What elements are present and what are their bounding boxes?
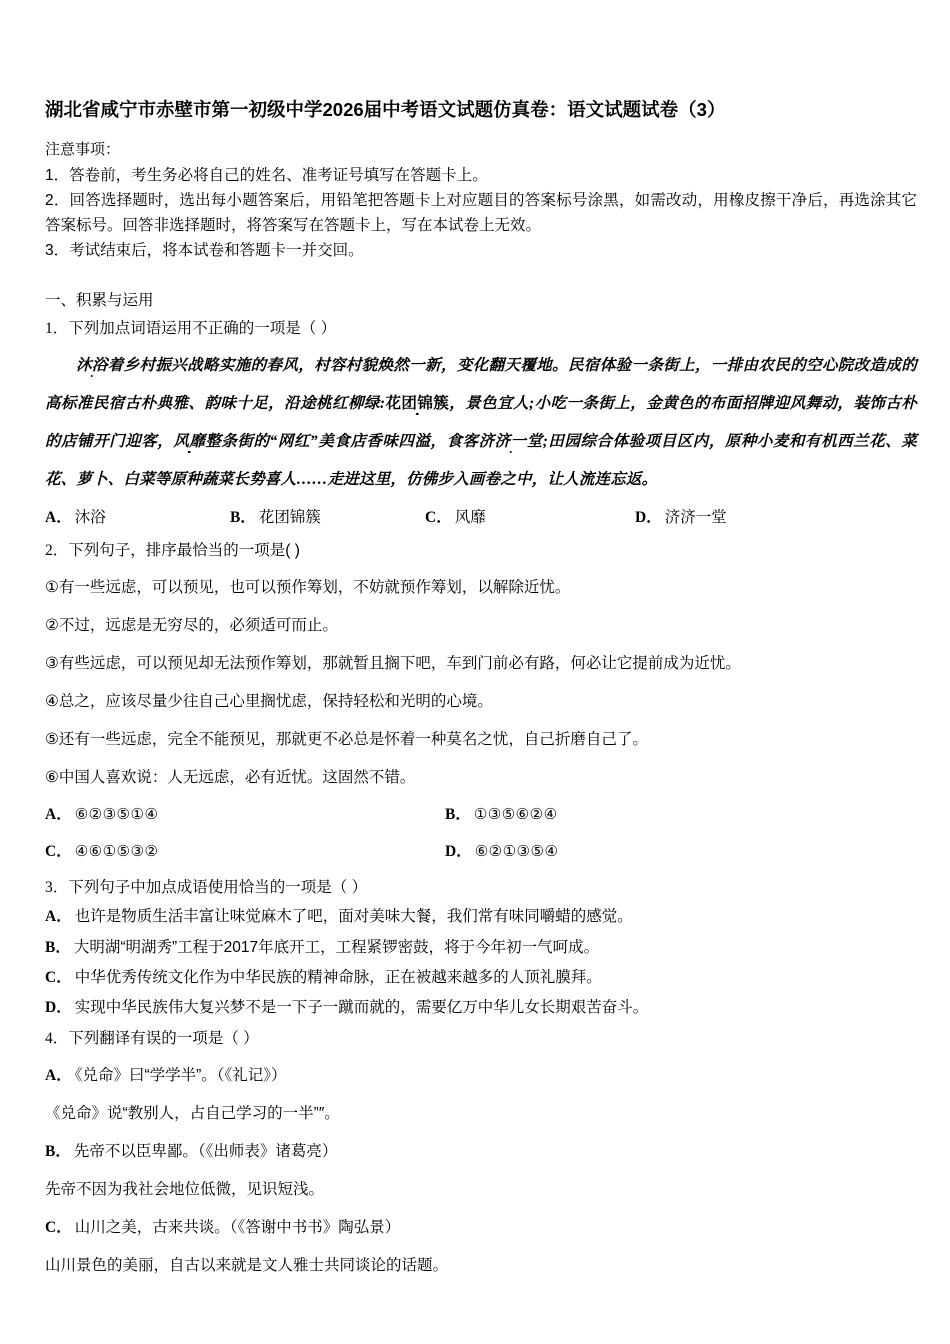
item-marker: ③ <box>45 653 59 672</box>
question-4-option-b[interactable] <box>45 1138 917 1165</box>
option-text: 山川之美，古来共谈。（《答谢中书书》陶弘景） <box>74 1219 401 1237</box>
item-text: 总之，应该尽量少往自己心里搁忧虑，保持轻松和光明的心境。 <box>58 693 493 711</box>
question-2-option-d[interactable] <box>445 839 558 865</box>
question-1-option-c[interactable] <box>425 505 635 531</box>
option-label: C． <box>45 842 72 860</box>
passage-text-b: ，景色宜人;小吃一条街上，金黄色的布面招牌迎风舞动，装饰古朴的店铺开门迎客， <box>45 395 917 451</box>
spacer <box>45 263 917 289</box>
item-marker: ⑥ <box>45 768 59 787</box>
passage-text-c: 整条街的“网红”美食店香味四溢，食客 <box>205 433 479 451</box>
page-content <box>45 96 917 1290</box>
question-1-option-a[interactable] <box>45 505 230 531</box>
item-text: 不过，远虑是无穷尽的，必须适可而止。 <box>58 616 338 634</box>
question-4-translation-b: 先帝不因为我社会地位低微，见识短浅。 <box>45 1181 325 1199</box>
item-marker: ④ <box>45 692 59 711</box>
question-4-stem-text: 下列翻译有误的一项是（ ） <box>68 1029 259 1047</box>
question-3-option-c[interactable] <box>45 965 917 991</box>
option-label: D． <box>45 999 72 1017</box>
question-2-item-6 <box>45 764 917 791</box>
option-label: D． <box>635 509 662 527</box>
passage-text-a: 着乡村振兴战略实施的春风，村容村貌焕然一新，变化翻天覆地。民宿体验一条街上，一排由农民的空心院改造成的高标准民宿古朴典雅、韵味十足，沿途桃红柳绿 <box>45 357 917 413</box>
item-text: 还有一些远虑，完全不能预见，那就更不必总是怀着一种莫名之忧，自己折磨自己了。 <box>58 731 648 749</box>
option-text: ①③⑤⑥②④ <box>473 805 558 824</box>
item-marker: ① <box>45 577 59 596</box>
option-text: 济济一堂 <box>664 509 727 527</box>
option-label: A． <box>45 1066 72 1084</box>
question-4-number: 4． <box>45 1029 69 1047</box>
option-label: C． <box>45 968 72 986</box>
question-3-stem <box>45 875 917 900</box>
option-label: B． <box>445 806 471 824</box>
option-text: ⑥②①③⑤④ <box>474 841 559 860</box>
question-1-stem <box>45 316 917 341</box>
question-2-item-1 <box>45 574 917 601</box>
question-1-option-b[interactable] <box>230 505 425 531</box>
option-text: ⑥②③⑤①④ <box>74 805 159 824</box>
question-2-item-3 <box>45 650 917 677</box>
question-2-option-b[interactable] <box>445 802 558 828</box>
passage-text-d: ;田园综合体验项目区内，原种小麦和有机西兰花、菜花、萝卜、白菜等原种蔬菜长势喜人……走进这里，仿佛步入画卷之中，让人流连忘返。 <box>45 433 917 489</box>
option-text: 花团锦簇 <box>258 509 321 527</box>
question-2-option-a[interactable] <box>45 802 445 828</box>
option-label: B． <box>230 509 256 527</box>
question-1-stem-text: 下列加点词语运用不正确的一项是（ ） <box>68 320 337 338</box>
option-text: 《兑命》曰“学学半”。（《礼记》） <box>74 1066 287 1084</box>
passage-emph-jijiyitang: 济济一堂 <box>478 433 543 451</box>
question-4-stem <box>45 1026 917 1051</box>
question-2-item-4 <box>45 688 917 715</box>
notice-heading: 注意事项： <box>45 140 121 158</box>
item-marker: ② <box>45 615 59 634</box>
option-text: ④⑥①⑤③② <box>74 841 159 860</box>
notice-item-3: 3．考试结束后，将本试卷和答题卡一并交回。 <box>45 242 364 260</box>
option-label: A． <box>45 908 72 926</box>
question-2-stem <box>45 538 917 563</box>
question-3-option-a[interactable] <box>45 904 917 930</box>
option-text: 风靡 <box>454 509 486 527</box>
passage-emph-fengmi: 风靡 <box>173 433 206 451</box>
question-1-number: 1． <box>45 320 69 338</box>
item-text: 有些远虑，可以预见却无法预作筹划，那就暂且搁下吧，车到门前必有路，何必让它提前成为近忧。 <box>58 654 741 672</box>
question-4-translation-a: 《兑命》说“教别人，占自己学习的一半”″。 <box>45 1104 340 1122</box>
question-3-number: 3． <box>45 879 69 897</box>
option-text: 大明湖“明湖秀”工程于2017年底开工，工程紧锣密鼓，将于今年初一气呵成。 <box>73 938 600 956</box>
passage-colon: : <box>379 395 386 413</box>
question-3-option-b[interactable] <box>45 935 917 961</box>
question-1-option-d[interactable] <box>635 505 815 531</box>
question-2-stem-text: 下列句子，排序最恰当的一项是( ) <box>68 541 300 559</box>
question-1-options <box>45 505 917 531</box>
question-2-options-row-2 <box>45 839 917 865</box>
passage-emph-huatuanjincu: 花团锦簇 <box>385 395 450 413</box>
question-4-option-a[interactable] <box>45 1062 917 1089</box>
item-marker: ⑤ <box>45 730 59 749</box>
question-2-item-2 <box>45 612 917 639</box>
question-1-passage <box>45 347 917 499</box>
item-text: 中国人喜欢说：人无远虑，必有近忧。这固然不错。 <box>58 769 416 787</box>
passage-emph-muyu: 沐浴 <box>76 357 108 375</box>
notice-item-1: 1．答卷前，考生务必将自己的姓名、准考证号填写在答题卡上。 <box>45 167 488 184</box>
question-2-options-row-1 <box>45 802 917 828</box>
option-text: 也许是物质生活丰富让味觉麻木了吧，面对美味大餐，我们常有味同嚼蜡的感觉。 <box>74 908 633 926</box>
page-title: 湖北省咸宁市赤壁市第一初级中学2026届中考语文试题仿真卷：语文试题试卷（3） <box>45 99 726 120</box>
question-2-item-5 <box>45 726 917 753</box>
item-text: 有一些远虑，可以预见，也可以预作筹划，不妨就预作筹划，以解除近忧。 <box>58 578 571 596</box>
question-2-number: 2． <box>45 541 69 559</box>
option-label: B． <box>45 938 71 956</box>
option-label: A． <box>45 509 72 527</box>
option-label: C． <box>45 1219 72 1237</box>
option-text: 实现中华民族伟大复兴梦不是一下子一蹴而就的，需要亿万中华儿女长期艰苦奋斗。 <box>74 999 649 1017</box>
option-text: 沐浴 <box>74 509 106 527</box>
question-2-option-c[interactable] <box>45 839 445 865</box>
option-label: D． <box>445 842 472 860</box>
question-4-option-c[interactable] <box>45 1214 917 1241</box>
option-label: C． <box>425 509 452 527</box>
option-text: 中华优秀传统文化作为中华民族的精神命脉，正在被越来越多的人顶礼膜拜。 <box>74 968 602 986</box>
option-label: B． <box>45 1142 71 1160</box>
option-label: A． <box>45 806 72 824</box>
option-text: 先帝不以臣卑鄙。（《出师表》诸葛亮） <box>73 1142 338 1160</box>
section-heading: 一、积累与运用 <box>45 292 154 310</box>
question-3-stem-text: 下列句子中加点成语使用恰当的一项是（ ） <box>68 879 368 897</box>
question-3-option-d[interactable] <box>45 995 917 1021</box>
question-4-translation-c: 山川景色的美丽，自古以来就是文人雅士共同谈论的话题。 <box>45 1257 449 1275</box>
notice-item-2: 2．回答选择题时，选出每小题答案后，用铅笔把答题卡上对应题目的答案标号涂黑，如需改动，用橡皮擦干净后，再选涂其它答案标号。回答非选择题时，将答案写在答题卡上，写在本试卷上无效。 <box>45 192 917 235</box>
